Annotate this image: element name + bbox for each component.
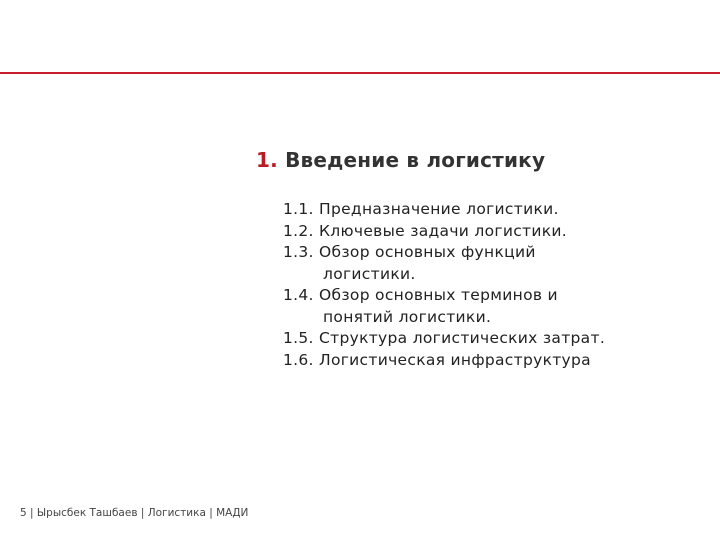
toc-item xyxy=(283,285,605,328)
toc-item xyxy=(283,328,605,350)
slide-footer: 5 | Ырысбек Ташбаев | Логистика | МАДИ xyxy=(20,507,249,519)
toc-item-text: 1.1. Предназначение логистики. xyxy=(283,200,559,218)
toc-item-continuation: понятий логистики. xyxy=(323,307,492,326)
header-divider xyxy=(0,72,720,74)
table-of-contents xyxy=(283,199,605,371)
toc-item xyxy=(283,199,605,221)
toc-item xyxy=(283,242,605,285)
toc-item-text: 1.2. Ключевые задачи логистики. xyxy=(283,221,568,240)
toc-item-text: 1.4. Обзор основных терминов и xyxy=(283,286,558,304)
section-title xyxy=(256,148,545,172)
toc-item-text: 1.3. Обзор основных функций xyxy=(283,243,536,261)
toc-item xyxy=(283,350,605,372)
section-number: 1. xyxy=(256,148,278,172)
section-title-text: Введение в логистику xyxy=(285,148,546,172)
toc-item-text: 1.5. Структура логистических затрат. xyxy=(283,329,606,347)
toc-item-text: 1.6. Логистическая инфраструктура xyxy=(283,350,591,369)
toc-item-continuation: логистики. xyxy=(323,264,416,283)
toc-item xyxy=(283,221,605,243)
